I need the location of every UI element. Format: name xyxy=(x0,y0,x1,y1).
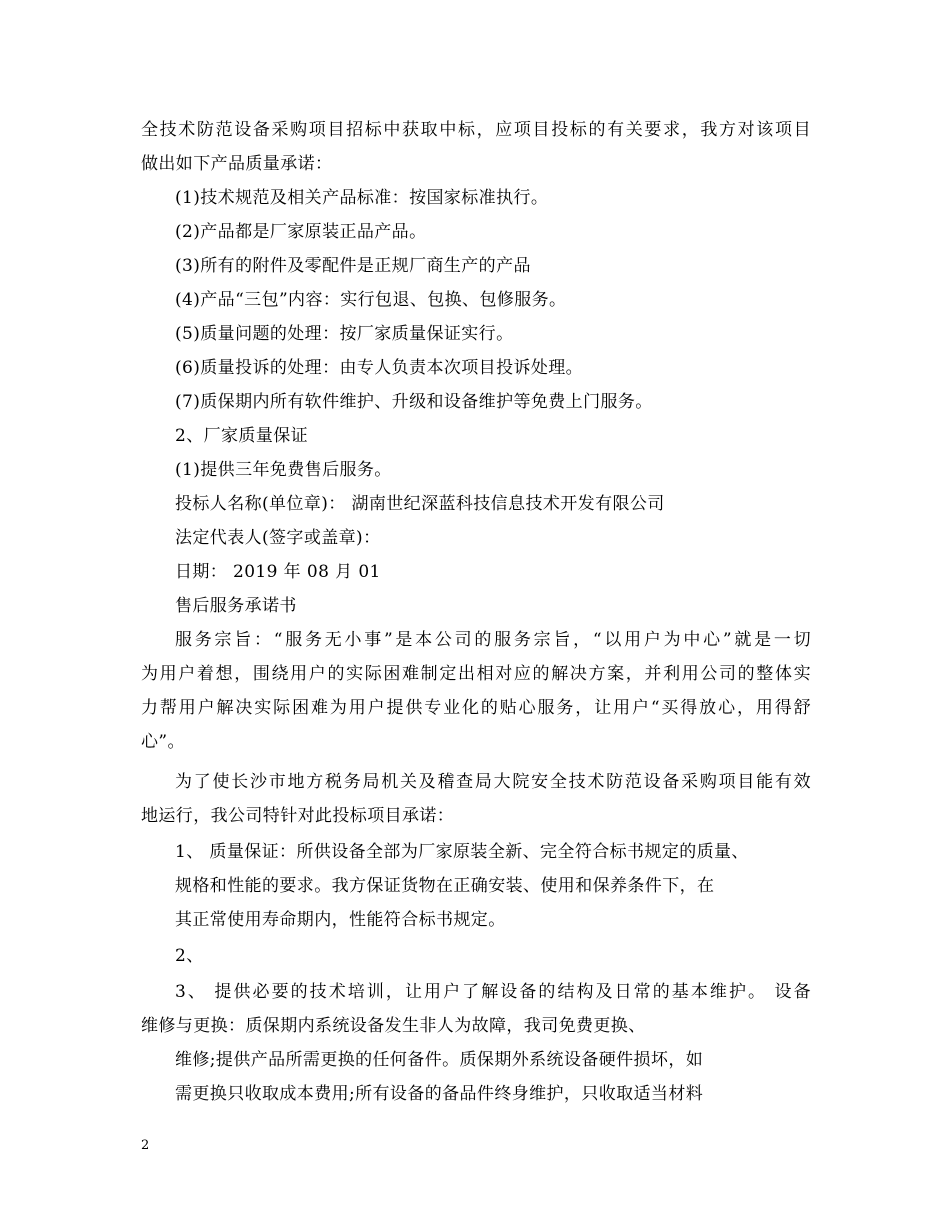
text-line-7: (5)质量问题的处理：按厂家质量保证实行。 xyxy=(175,324,514,344)
text-line-28: 维修;提供产品所需更换的任何备件。质保期外系统设备硬件损坏，如 xyxy=(175,1050,704,1070)
text-line-16: 服务宗旨：“服务无小事”是本公司的服务宗旨，“以用户为中心”就是一切 xyxy=(175,630,811,650)
text-line-25: 2、 xyxy=(175,946,204,966)
text-line-4: (2)产品都是厂家原装正品产品。 xyxy=(175,222,427,242)
text-line-1: 全技术防范设备采购项目招标中获取中标，应项目投标的有关要求，我方对该项目 xyxy=(141,120,811,140)
text-line-8: (6)质量投诉的处理：由专人负责本次项目投诉处理。 xyxy=(175,358,584,378)
text-line-24: 其正常使用寿命期内，性能符合标书规定。 xyxy=(175,910,506,930)
text-line-20: 为了使长沙市地方税务局机关及稽查局大院安全技术防范设备采购项目能有效 xyxy=(175,772,811,792)
text-line-22: 1、 质量保证：所供设备全部为厂家原装全新、完全符合标书规定的质量、 xyxy=(175,842,749,862)
text-line-29: 需更换只收取成本费用;所有设备的备品件终身维护，只收取适当材料 xyxy=(175,1084,704,1104)
section-heading: 2、厂家质量保证 xyxy=(175,426,309,446)
document-title: 售后服务承诺书 xyxy=(175,596,297,616)
text-line-19: 心”。 xyxy=(141,732,185,752)
text-line-6: (4)产品“三包”内容：实行包退、包换、包修服务。 xyxy=(175,290,567,310)
text-line-3: (1)技术规范及相关产品标准：按国家标准执行。 xyxy=(175,188,549,208)
date-line: 日期： 2019 年 08 月 01 xyxy=(175,562,381,582)
text-line-11: (1)提供三年免费售后服务。 xyxy=(175,460,392,480)
text-line-26: 3、 提供必要的技术培训，让用户了解设备的结构及日常的基本维护。 设备 xyxy=(175,982,811,1002)
legal-representative-line: 法定代表人(签字或盖章)： xyxy=(175,528,381,548)
page-number: 2 xyxy=(141,1138,150,1153)
text-line-18: 力帮用户解决实际困难为用户提供专业化的贴心服务，让用户“买得放心，用得舒 xyxy=(141,698,811,718)
text-line-5: (3)所有的附件及零配件是正规厂商生产的产品 xyxy=(175,256,531,276)
text-line-21: 地运行，我公司特针对此投标项目承诺： xyxy=(141,806,455,826)
text-line-17: 为用户着想，围绕用户的实际困难制定出相对应的解决方案，并利用公司的整体实 xyxy=(141,664,811,684)
text-line-2: 做出如下产品质量承诺： xyxy=(141,154,333,174)
bidder-name-line: 投标人名称(单位章)： 湖南世纪深蓝科技信息技术开发有限公司 xyxy=(175,494,665,514)
text-line-23: 规格和性能的要求。我方保证货物在正确安装、使用和保养条件下，在 xyxy=(175,876,715,896)
text-line-27: 维修与更换：质保期内系统设备发生非人为故障，我司免费更换、 xyxy=(141,1016,646,1036)
text-line-9: (7)质保期内所有软件维护、升级和设备维护等免费上门服务。 xyxy=(175,392,653,412)
